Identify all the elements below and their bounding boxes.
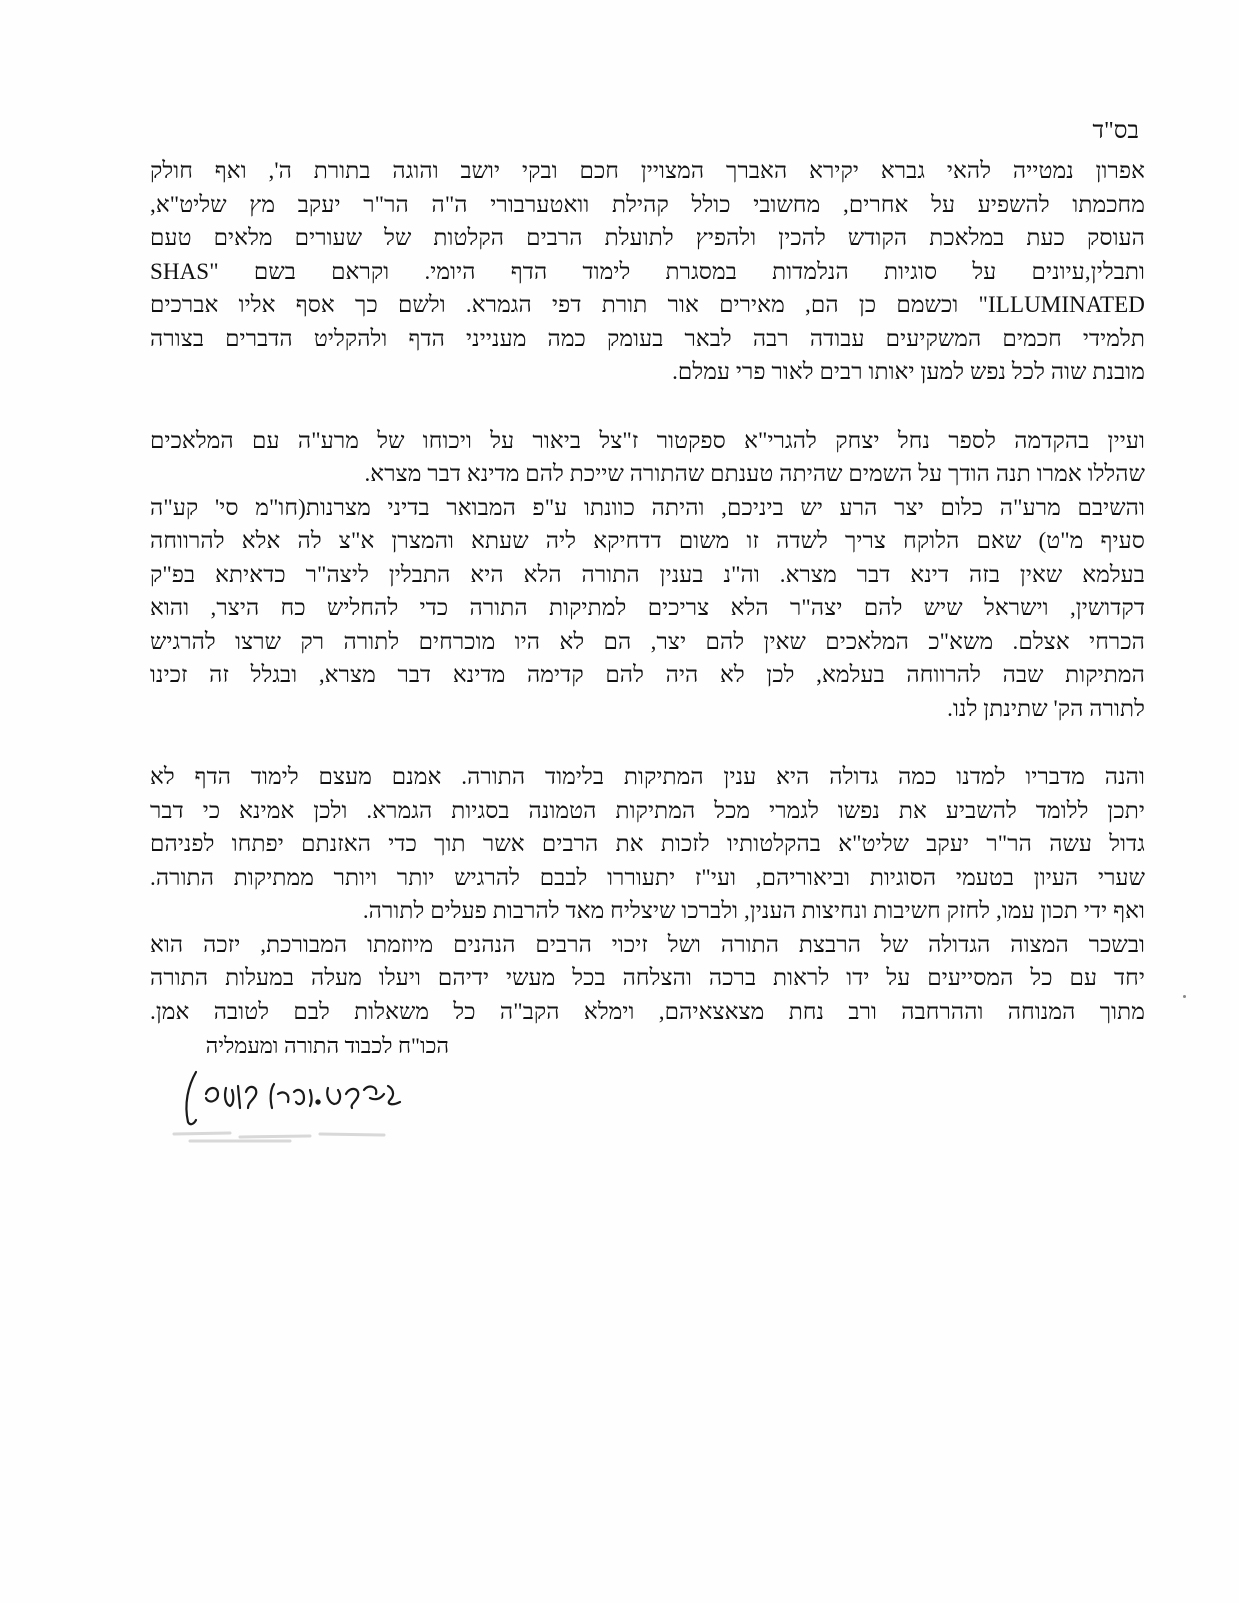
text-line: שערי העיון בטעמי הסוגיות וביאוריהם, ועי"ז יתעוררו לבבם להרגיש יותר ויותר ממתיקות התורה.: [150, 864, 1145, 890]
letter-body: [150, 154, 1145, 1063]
text-line: המתיקות שבה להרווחה בעלמא, לכן לא היה להם קדימה מדינא דבר מצרא, ובגלל זה זכינו: [150, 662, 1145, 687]
text-line: ובשכר המצוה הגדולה של הרבצת התורה ושל זיכוי הרבים הנהנים מיוזמתו המבורכת, יזכה הוא: [150, 931, 1145, 957]
text-line: לתורה הק' שתינתן לנו.: [947, 695, 1145, 721]
text-line: ואף ידי תכון עמו, לחזק חשיבות ונחיצות הענין, ולברכו שיצליח מאד להרבות פעלים לתורה.: [362, 898, 1145, 923]
text-line: מחכמתו להשפיע על אחרים, מחשובי כולל קהילת וואטערבורי ה"ה הר"ר יעקב מץ שליט"א,: [150, 191, 1145, 217]
text-line: מובנת שוה לכל נפש למען יאותו רבים לאור פרי עמלם.: [672, 359, 1145, 384]
bsd-header: בס"ד: [1092, 118, 1139, 144]
text-line: ועיין בהקדמה לספר נחל יצחק להגרי"א ספקטור ז"צל ביאור על ויכוחו של מרע"ה עם המלאכים: [150, 427, 1145, 453]
faint-stamp-smudge: [170, 1128, 390, 1146]
text-line: הכרחי אצלם. משא"כ המלאכים שאין להם יצר, הם לא היו מוכרחים לתורה רק שרצו להרגיש: [150, 628, 1145, 654]
text-line: שהללו אמרו תנה הודך על השמים שהיתה טענתם שהתורה שייכת להם מדינא דבר מצרא.: [364, 461, 1145, 486]
text-line: ותבלין,עיונים על סוגיות הנלמדות במסגרת לימוד הדף היומי. וקראם בשם "SHAS: [150, 258, 1145, 284]
handwritten-signature: [178, 1064, 418, 1134]
text-line: העוסק כעת במלאכת הקודש להכין ולהפיץ לתועלת הרבים הקלטות של שעורים מלאים טעם: [150, 225, 1145, 250]
text-line: והשיבם מרע"ה כלום יצר הרע יש ביניכם, והיתה כוונתו ע"פ המבואר בדיני מצרנות(חו"מ סי' קע"ה: [150, 494, 1145, 520]
paragraph-2: [150, 424, 1145, 726]
paragraph-3: [150, 760, 1145, 1028]
text-line: ILLUMINATED" וכשמם כן הם, מאירים אור תורת דפי הגמרא. ולשם כך אסף אליו אברכים: [150, 292, 1145, 317]
text-line: דקדושין, וישראל שיש להם יצה"ר הלא צריכים למתיקות התורה כדי להחליש כח היצר, והוא: [150, 595, 1145, 620]
text-line: יחד עם כל המסייעים על ידו לראות ברכה והצלחה בכל מעשי ידיהם ויעלו מעלה במעלות התורה: [150, 965, 1145, 990]
text-line: יתכן ללומד להשביע את נפשו לגמרי מכל המתיקות הטמונה בסגיות הגמרא. ולכן אמינא כי דבר: [150, 797, 1145, 823]
text-line: אפרון נמטייה להאי גברא יקירא האברך המצויין חכם ובקי יושב והוגה בתורת ה', ואף חולק: [150, 158, 1145, 183]
text-line: והנה מדבריו למדנו כמה גדולה היא ענין המתיקות בלימוד התורה. אמנם מעצם לימוד הדף לא: [150, 764, 1145, 789]
text-line: מתוך המנוחה וההרחבה ורב נחת מצאצאיהם, וימלא הקב"ה כל משאלות לבם לטובה אמן.: [150, 998, 1145, 1024]
text-line: בעלמא שאין בזה דינא דבר מצרא. וה"נ בענין התורה הלא היא התבלין ליצה"ר כדאיתא בפ"ק: [150, 561, 1145, 587]
closing-line: הכו"ח לכבוד התורה ומעמליה: [205, 1033, 449, 1058]
text-line: תלמידי חכמים המשקיעים עבודה רבה לבאר בעומק כמה מענייני הדף ולהקליט הדברים בצורה: [150, 325, 1145, 351]
text-line: סעיף מ"ט) שאם הלוקח צריך לשדה זו משום דדחיקא ליה שעתא והמצרן א"צ לה אלא להרווחה: [150, 528, 1145, 553]
paragraph-1: [150, 154, 1145, 389]
scan-speck: [1183, 995, 1186, 998]
text-line: גדול עשה הר"ר יעקב שליט"א בהקלטותיו לזכות את הרבים אשר תוך כדי האזנתם יפתחו לפניהם: [150, 831, 1145, 856]
